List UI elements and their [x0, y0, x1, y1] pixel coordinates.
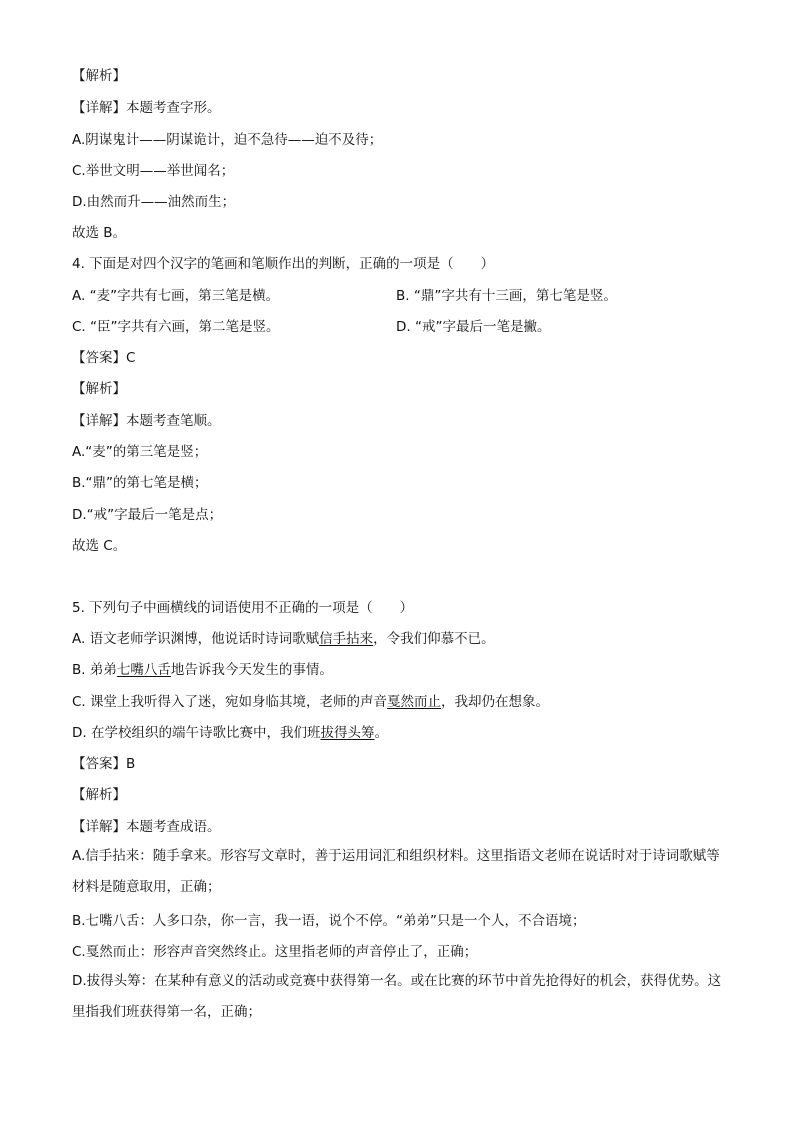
- q4-option-b: B. “鼎”字共有十三画，第七笔是竖。: [396, 288, 617, 304]
- explanation-b: B.“鼎”的第七笔是横；: [72, 475, 208, 491]
- explanation-d: D.“戒”字最后一笔是点；: [72, 507, 223, 523]
- option-text: B. 弟弟: [72, 662, 117, 678]
- underlined-word: 戛然而止: [387, 694, 442, 710]
- option-text: A. 语文老师学识渊博，他说话时诗词歌赋: [72, 631, 320, 647]
- analysis-label: 【解析】: [72, 381, 126, 397]
- option-text: ，我却仍在想象。: [441, 694, 550, 710]
- explanation-d: D.由然而升——油然而生；: [72, 194, 236, 210]
- underlined-word: 拔得头筹: [320, 725, 375, 741]
- q4-option-d: D. “戒”字最后一笔是撇。: [396, 319, 551, 335]
- explanation-a: A.信手拈来：随手拿来。形容写文章时，善于运用词汇和组织材料。这里指语文老师在说话时对于诗词歌赋等材料是随意取用，正确；: [72, 848, 720, 895]
- detail-line: 【详解】本题考查字形。: [72, 100, 221, 116]
- q4-option-a: A. “麦”字共有七画，第三笔是横。: [72, 288, 280, 304]
- q5-option-a: [72, 629, 495, 649]
- explanation-c: C.举世文明——举世闻名；: [72, 163, 235, 179]
- explanation-d: D.拔得头筹：在某种有意义的活动或竞赛中获得第一名。或在比赛的环节中首先抢得好的机会，获得优势。这里指我们班获得第一名，正确；: [72, 973, 722, 1020]
- conclusion: 故选 C。: [72, 538, 127, 554]
- option-text: 。: [374, 725, 388, 741]
- analysis-label: 【解析】: [72, 787, 126, 803]
- q5-option-c: [72, 692, 549, 712]
- underlined-word: 信手拈来: [319, 631, 374, 647]
- explanation-b: B.七嘴八舌：人多口杂，你一言，我一语，说个不停。“弟弟”只是一个人，不合语境；: [72, 913, 586, 929]
- q5-answer: 【答案】B: [72, 756, 136, 772]
- analysis-label: 【解析】: [72, 68, 126, 84]
- question-4-stem: 4. 下面是对四个汉字的笔画和笔顺作出的判断，正确的一项是（ ）: [72, 256, 495, 272]
- option-text: 地告诉我今天发生的事情。: [170, 662, 333, 678]
- detail-line: 【详解】本题考查成语。: [72, 819, 221, 835]
- q4-option-c: C. “臣”字共有六画，第二笔是竖。: [72, 319, 280, 335]
- question-5-stem: 5. 下列句子中画横线的词语使用不正确的一项是（ ）: [72, 600, 414, 616]
- q5-option-b: [72, 660, 333, 680]
- option-text: ，令我们仰慕不已。: [373, 631, 495, 647]
- q5-option-d: [72, 723, 388, 743]
- conclusion: 故选 B。: [72, 225, 127, 241]
- detail-line: 【详解】本题考查笔顺。: [72, 413, 221, 429]
- option-text: D. 在学校组织的端午诗歌比赛中，我们班: [72, 725, 321, 741]
- q4-answer: 【答案】C: [72, 350, 136, 366]
- explanation-a: A.阴谋鬼计——阴谋诡计，迫不急待——迫不及待；: [72, 132, 383, 148]
- explanation-c: C.戛然而止：形容声音突然终止。这里指老师的声音停止了，正确；: [72, 944, 478, 960]
- option-text: C. 课堂上我听得入了迷，宛如身临其境，老师的声音: [72, 694, 388, 710]
- explanation-a: A.“麦”的第三笔是竖；: [72, 444, 208, 460]
- underlined-word: 七嘴八舌: [116, 662, 171, 678]
